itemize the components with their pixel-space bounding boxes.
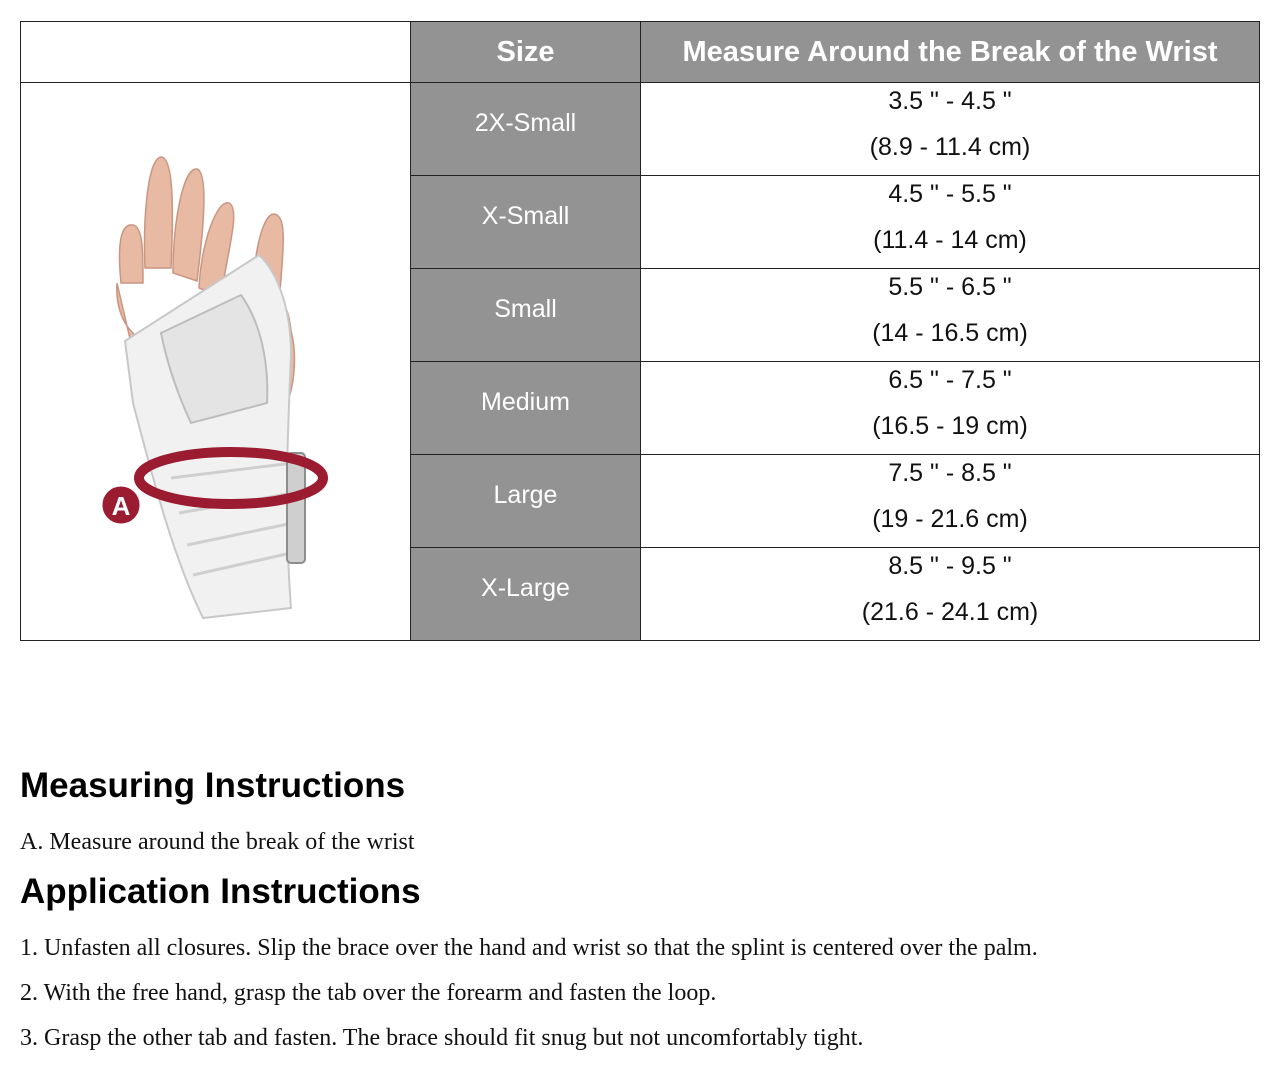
- measure-cm: (16.5 - 19 cm): [872, 412, 1028, 440]
- size-label: 2X-Small: [411, 83, 641, 176]
- header-size: Size: [411, 22, 641, 83]
- header-measure: Measure Around the Break of the Wrist: [641, 22, 1260, 83]
- table-row: [21, 83, 1260, 176]
- size-label: X-Large: [411, 548, 641, 641]
- measuring-title: Measuring Instructions: [20, 766, 406, 805]
- size-label: X-Small: [411, 176, 641, 269]
- measuring-text: A. Measure around the break of the wrist: [20, 829, 415, 855]
- brace-body: [125, 255, 291, 618]
- table-header-row: [21, 22, 1260, 83]
- size-label: Large: [411, 455, 641, 548]
- measure-inches: 5.5 " - 6.5 ": [888, 273, 1012, 301]
- size-chart-table: [20, 21, 1260, 641]
- measure-cell: [641, 548, 1260, 641]
- application-step: 2. With the free hand, grasp the tab over the forearm and fasten the loop.: [20, 980, 717, 1006]
- measure-inches: 8.5 " - 9.5 ": [888, 552, 1012, 580]
- measure-inches: 6.5 " - 7.5 ": [888, 366, 1012, 394]
- measure-cell: [641, 176, 1260, 269]
- measure-cm: (21.6 - 24.1 cm): [861, 598, 1039, 626]
- measure-cm: (8.9 - 11.4 cm): [869, 133, 1031, 161]
- size-label: Small: [411, 269, 641, 362]
- marker-a-label: A: [111, 491, 131, 521]
- application-step: 3. Grasp the other tab and fasten. The brace should fit snug but not uncomfortably tight.: [20, 1025, 864, 1051]
- application-step: 1. Unfasten all closures. Slip the brace over the hand and wrist so that the splint is centered over the palm.: [20, 935, 1038, 961]
- header-blank-cell: [21, 22, 411, 83]
- measure-inches: 3.5 " - 4.5 ": [888, 87, 1012, 115]
- wrist-brace-illustration: [21, 83, 411, 640]
- measure-cell: [641, 269, 1260, 362]
- measure-inches: 4.5 " - 5.5 ": [888, 180, 1012, 208]
- illustration-cell: [21, 83, 411, 641]
- measure-cell: [641, 362, 1260, 455]
- measure-cm: (19 - 21.6 cm): [872, 505, 1028, 533]
- size-label: Medium: [411, 362, 641, 455]
- measure-cell: [641, 455, 1260, 548]
- measure-cm: (14 - 16.5 cm): [872, 319, 1028, 347]
- measure-cell: [641, 83, 1260, 176]
- application-title: Application Instructions: [20, 872, 421, 911]
- measure-cm: (11.4 - 14 cm): [873, 226, 1027, 254]
- measure-inches: 7.5 " - 8.5 ": [888, 459, 1012, 487]
